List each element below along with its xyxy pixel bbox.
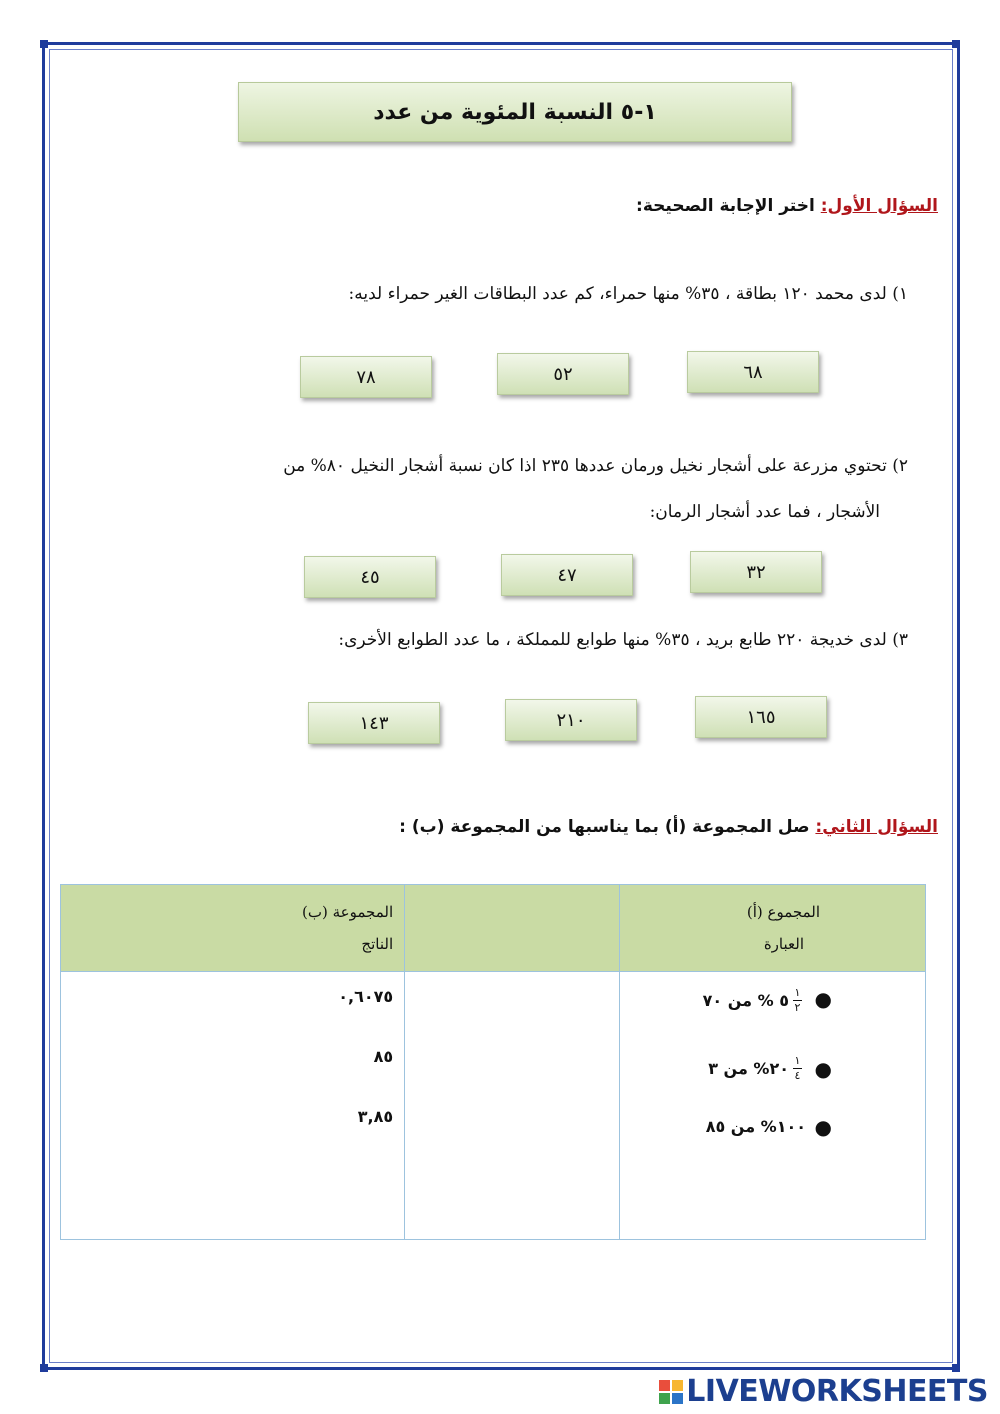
liveworksheets-logo (659, 1374, 988, 1409)
corner-ornament (952, 1364, 960, 1372)
header-group-b (61, 885, 405, 972)
corner-ornament (40, 1364, 48, 1372)
page-title: ١-٥ النسبة المئوية من عدد (238, 82, 792, 142)
q1-item2-option-2[interactable]: ٤٧ (501, 554, 633, 596)
question1-label: السؤال الأول: (820, 196, 938, 216)
q1-item2-option-3[interactable]: ٤٥ (304, 556, 436, 598)
match-area[interactable] (405, 972, 620, 1240)
corner-ornament (952, 40, 960, 48)
header-middle (405, 885, 620, 972)
q1-item3-option-2[interactable]: ٢١٠ (505, 699, 637, 741)
corner-ornament (40, 40, 48, 48)
table-header-row (61, 885, 926, 972)
q1-item1-option-1[interactable]: ٦٨ (687, 351, 819, 393)
group-b-title: المجموعة (ب) (302, 903, 394, 921)
group-a-item-text: ٥ % من ٧٠ (702, 991, 789, 1010)
group-b-item[interactable]: ٣,٨٥ (357, 1107, 394, 1126)
group-a-item[interactable] (621, 987, 924, 1051)
bullet-icon: ● (814, 1115, 832, 1139)
logo-text: LIVEWORKSHEETS (686, 1374, 988, 1409)
group-a-subtitle: العبارة (763, 935, 804, 953)
fraction-numerator: ١ (794, 1054, 801, 1067)
group-a-item-text: ٢٠% من ٣ (708, 1059, 789, 1078)
question1-item2-text-line1: ٢) تحتوي مزرعة على أشجار نخيل ورمان عددها ٢٣٥ اذا كان نسبة أشجار النخيل ٨٠% من (283, 456, 908, 476)
group-b-item[interactable]: ٨٥ (373, 1047, 394, 1066)
question1-item1-text: ١) لدى محمد ١٢٠ بطاقة ، ٣٥% منها حمراء، كم عدد البطاقات الغير حمراء لديه: (348, 284, 908, 304)
question1-item3-text: ٣) لدى خديجة ٢٢٠ طابع بريد ، ٣٥% منها طوابع للمملكة ، ما عدد الطوابع الأخرى: (338, 630, 908, 650)
group-a-item[interactable] (621, 1051, 924, 1115)
question2-instruction: صل المجموعة (أ) بما يناسبها من المجموعة (ب) : (399, 817, 816, 837)
group-a-title: المجموع (أ) (746, 903, 820, 921)
fraction (793, 987, 802, 1014)
group-b-subtitle: الناتج (361, 935, 394, 953)
logo-icon (659, 1380, 683, 1404)
fraction-denominator: ٤ (794, 1069, 801, 1082)
group-b-cell (61, 972, 405, 1240)
question1-heading (636, 196, 938, 216)
question2-label: السؤال الثاني: (815, 817, 938, 837)
q1-item1-option-3[interactable]: ٧٨ (300, 356, 432, 398)
q1-item1-option-2[interactable]: ٥٢ (497, 353, 629, 395)
question2-heading (399, 817, 938, 837)
group-a-item[interactable] (621, 1115, 924, 1179)
bullet-icon: ● (814, 987, 832, 1011)
group-a-item-text: ١٠٠% من ٨٥ (705, 1117, 806, 1136)
table-body-row (61, 972, 926, 1240)
group-a-cell (620, 972, 926, 1240)
group-b-item[interactable]: ٠,٦٠٧٥ (338, 987, 394, 1006)
header-group-a (620, 885, 926, 972)
fraction-numerator: ١ (794, 986, 801, 999)
q1-item2-option-1[interactable]: ٣٢ (690, 551, 822, 593)
question1-item2-text-line2: الأشجار ، فما عدد أشجار الرمان: (649, 502, 880, 522)
fraction-denominator: ٢ (794, 1001, 801, 1014)
question1-instruction: اختر الإجابة الصحيحة: (636, 196, 821, 216)
fraction (793, 1055, 802, 1082)
matching-table (60, 884, 926, 1240)
q1-item3-option-3[interactable]: ١٤٣ (308, 702, 440, 744)
bullet-icon: ● (814, 1057, 832, 1081)
q1-item3-option-1[interactable]: ١٦٥ (695, 696, 827, 738)
